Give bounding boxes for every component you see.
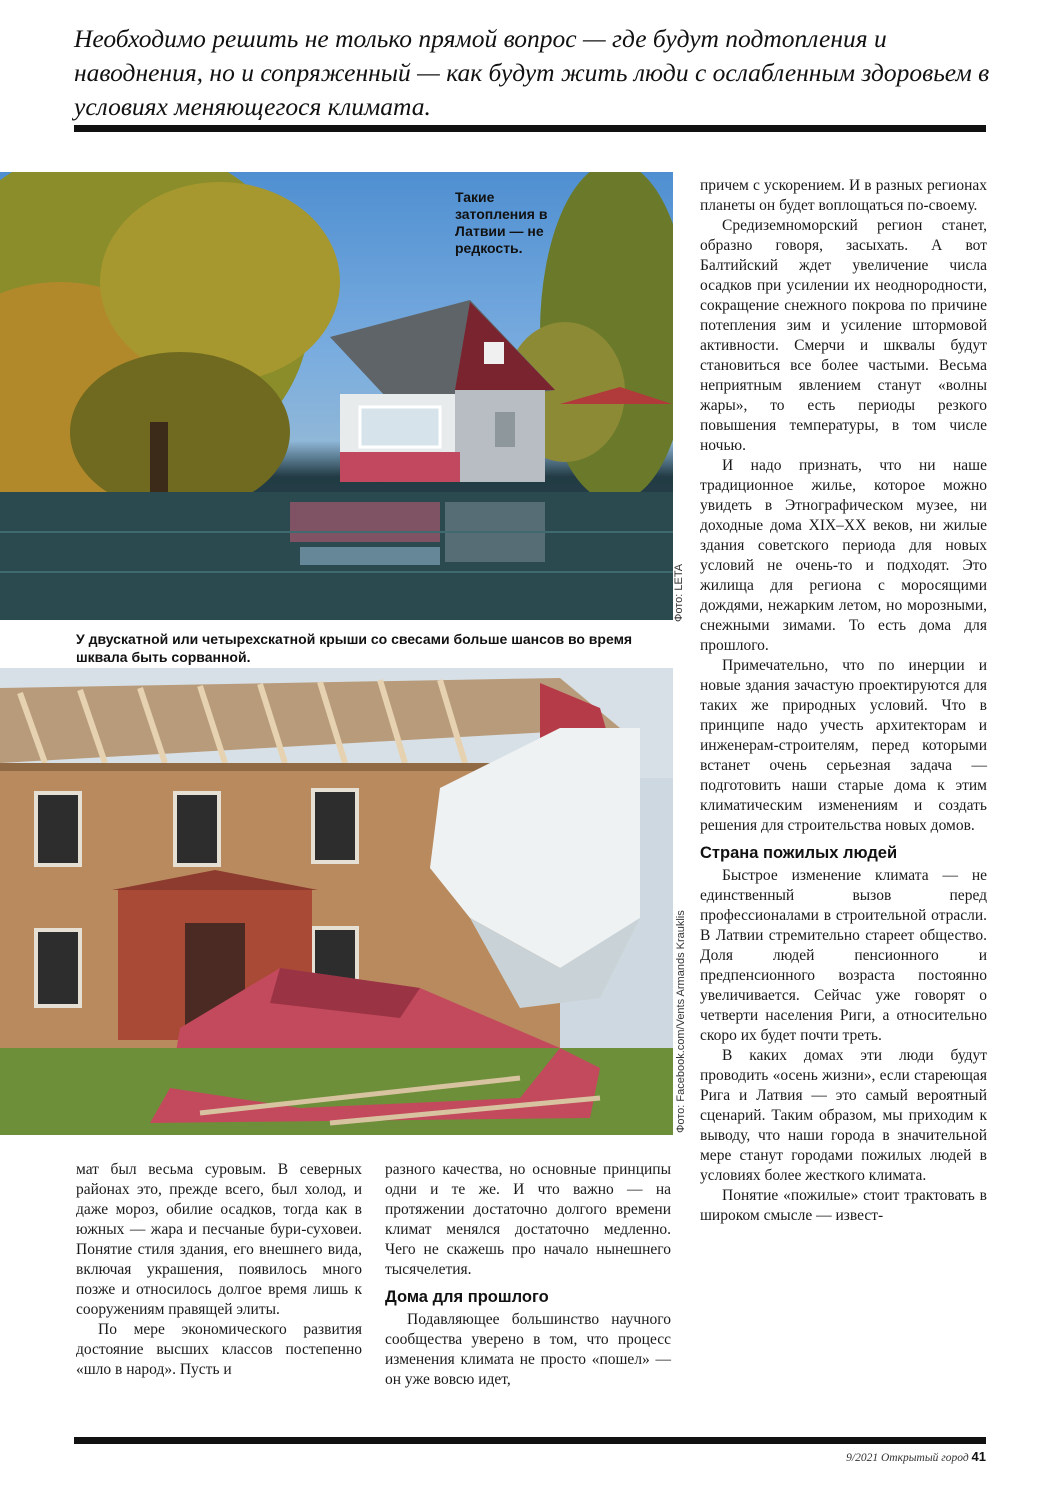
section-heading: Страна пожилых людей [700, 844, 898, 862]
paragraph: Быстрое изменение климата — не единственный вызов перед профессионалами в строительной отрасли. В Латвии стремительно стареет общество. Доля людей пенсионного и предпенсионного возраста постоянно увеличивается. Сейчас уже говорят о четверти населения Риги, а относительно скоро их будет почти треть. [700, 867, 987, 1044]
paragraph: разного качества, но основные принципы одни и те же. И что важно — на протяжении достаточно долгого времени климат менялся достаточно медленно. Чего не скажешь про начало нынешнего тысячелетия. [385, 1161, 671, 1278]
storm-damage-photo [0, 668, 673, 1135]
storm-photo-credit: Фото: Facebook.com/Vents Armands Krauklis [675, 910, 687, 1133]
paragraph: И надо признать, что ни наше традиционное жилье, которое можно увидеть в Этнографическом музее, ни доходные дома XIX–XX веков, ни жилые здания советского периода для новых условий не очень-то и подходят. Это жилища для региона с моросящими дождями, нежарким летом, но морозными, снежными зимами. То есть дома для прошлого. [700, 457, 987, 654]
paragraph: Понятие «пожилые» стоит трактовать в широком смысле — извест- [700, 1187, 987, 1224]
flood-photo-caption: Такие затопления в Латвии — не редкость. [455, 189, 548, 256]
section-heading: Дома для прошлого [385, 1288, 549, 1306]
top-rule [74, 125, 986, 132]
paragraph: мат был весьма суровым. В северных районах это, прежде всего, был холод, и даже мороз, обилие осадков, тогда как в южных — жара и песчаные бури-суховеи. Понятие стиля здания, его внешнего вида, включая украшения, появилось много позже и относилось долгое время лишь к сооружениям правящей элиты. [76, 1161, 362, 1318]
magazine-name: Открытый город [881, 1452, 969, 1464]
page-footer [846, 1449, 986, 1464]
text-column-left [76, 1160, 362, 1380]
paragraph: Средиземноморский регион станет, образно говоря, засыхать. А вот Балтийский ждет увеличение числа осадков при усилении их неоднородности, сокращение снежного покрова по причине потепления зим и усиление штормовой активности. Смерчи и шквалы будут становиться все более частыми. Весьма неприятным явлением станут «волны жары», то есть периоды резкого повышения температуры, в том числе ночью. [700, 217, 987, 454]
storm-photo-caption: У двускатной или четырехскатной крыши со свесами больше шансов во время шквала быть сорванной. [76, 631, 633, 665]
paragraph: В каких домах эти люди будут проводить «осень жизни», если стареющая Рига и Латвия — это самый вероятный сценарий. Таким образом, мы приходим к выводу, что наши города в значительной мере станут городами пожилых людей в условиях более жесткого климата. [700, 1047, 987, 1184]
paragraph: причем с ускорением. И в разных регионах планеты он будет воплощаться по-своему. [700, 177, 987, 214]
page-number: 41 [971, 1449, 986, 1464]
text-column-middle [385, 1160, 671, 1390]
pull-quote: Необходимо решить не только прямой вопрос — где будут подтопления и наводнения, но и сопряженный — как будут жить люди с ослабленным здоровьем в условиях меняющегося климата. [74, 24, 990, 121]
paragraph: Примечательно, что по инерции и новые здания зачастую проектируются для таких же природных условий. Что в принципе надо учесть архитекторам и инженерам-строителям, перед которыми встанет очень серьезная задача — подготовить наши старые дома к этим климатическим изменениям и создать решения для строительства новых домов. [700, 657, 987, 834]
flood-photo-credit: Фото: LETA [673, 563, 685, 622]
paragraph: По мере экономического развития достояние высших классов постепенно «шло в народ». Пусть и [76, 1321, 362, 1378]
issue-number: 9/2021 [846, 1452, 879, 1464]
text-column-right [700, 176, 987, 1226]
bottom-rule [74, 1437, 986, 1444]
paragraph: Подавляющее большинство научного сообщества уверено в том, что процесс изменения климата не просто «пошел» — он уже вовсю идет, [385, 1311, 671, 1388]
